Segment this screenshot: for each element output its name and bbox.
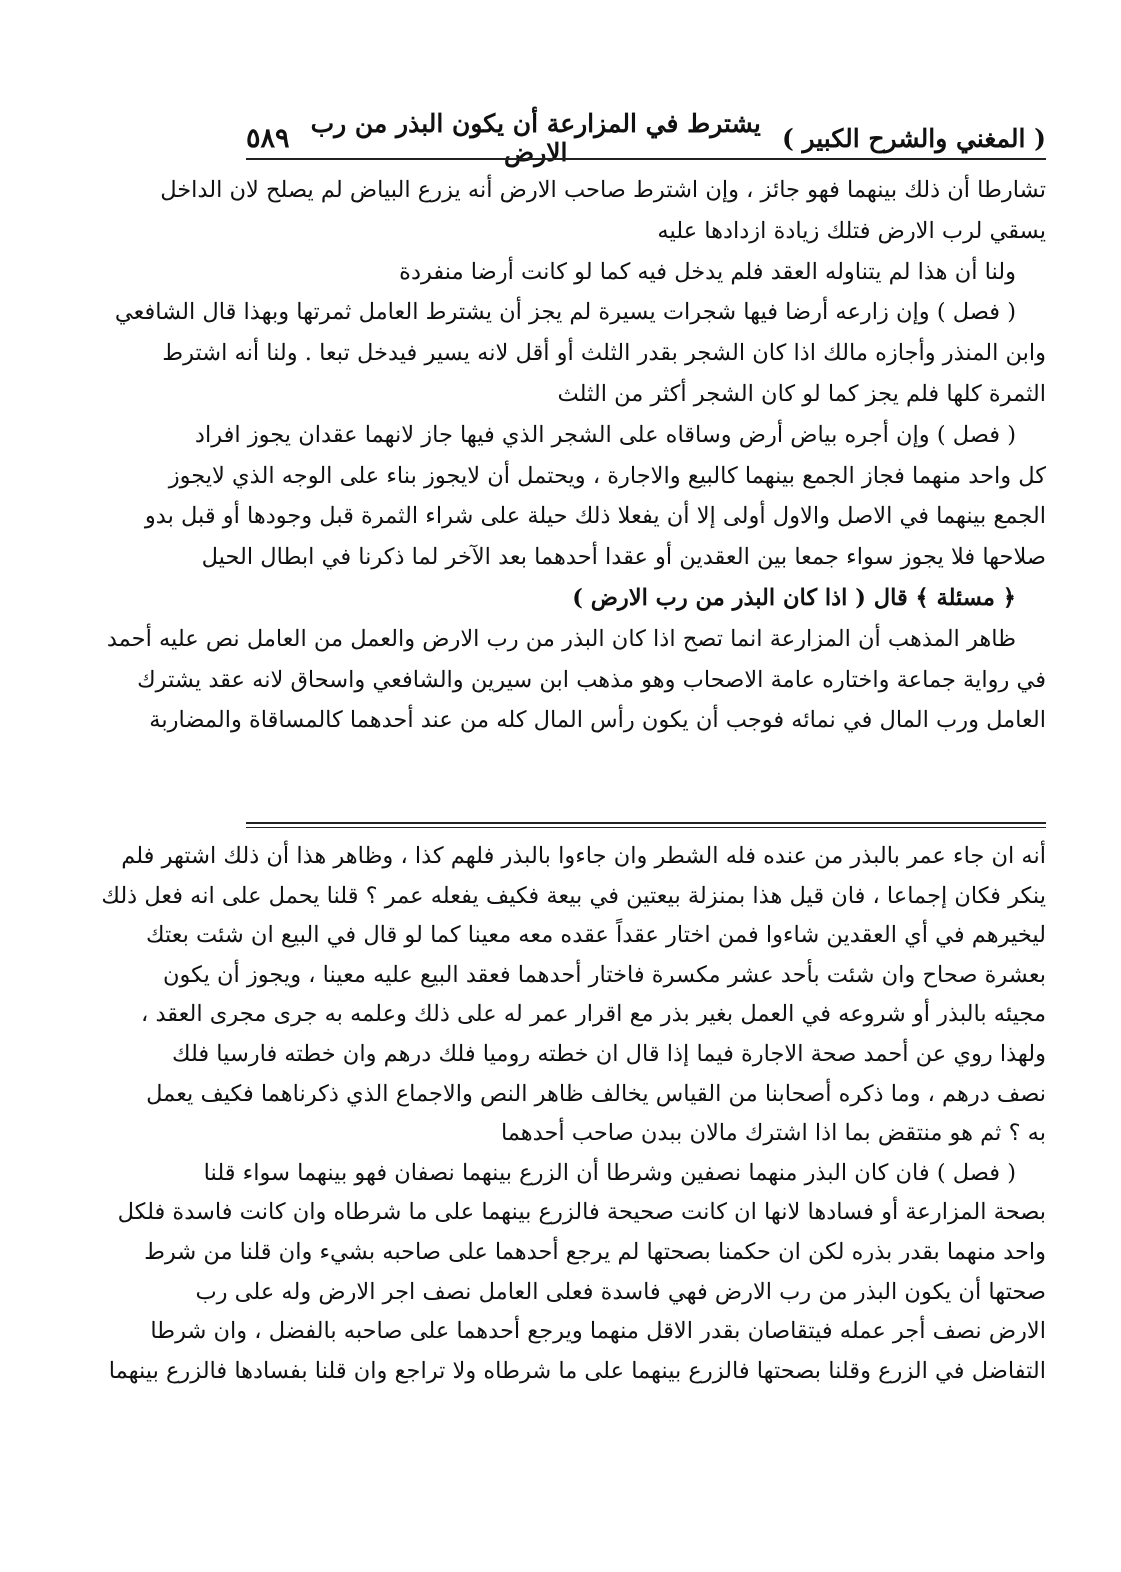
main-line: الثمرة كلها فلم يجز كما لو كان الشجر أكثر من الثلث — [557, 380, 1046, 407]
note-line: أنه ان جاء عمر بالبذر من عنده فله الشطر وان جاءوا بالبذر فلهم كذا ، وظاهر هذا أن ذلك اشتهر فلم — [121, 843, 1046, 869]
main-line: كل واحد منهما فجاز الجمع بينهما كالبيع والاجارة ، ويحتمل أن لايجوز بناء على الوجه الذي لايجوز — [168, 462, 1046, 489]
main-line: ( فصل ) وإن زارعه أرضا فيها شجرات يسيرة لم يجز أن يشترط العامل ثمرتها وبهذا قال الشافعي — [114, 299, 1016, 326]
page-number: ٥٨٩ — [246, 122, 290, 154]
separator-rule — [246, 822, 1046, 824]
note-line: به ؟ ثم هو منتقض بما اذا اشترك مالان ببدن صاحب أحدهما — [500, 1120, 1046, 1147]
book-title: ( المغني والشرح الكبير ) — [781, 123, 1046, 153]
note-line: ولهذا روي عن أحمد صحة الاجارة فيما إذا قال ان خطته روميا فلك درهم وان خطته فارسيا فلك — [171, 1040, 1046, 1067]
main-line: ظاهر المذهب أن المزارعة انما تصح اذا كان البذر من رب الارض والعمل من العامل نص عليه أحمد — [106, 625, 1016, 652]
note-line: ليخيرهم في أي العقدين شاءوا فمن اختار عقداً عقده معه معينا كما لو قال في البيع ان شئت بعتك — [146, 922, 1046, 949]
main-text — [106, 170, 1046, 741]
section-subject: يشترط في المزارعة أن يكون البذر من رب الارض — [310, 109, 761, 167]
header-rule — [246, 158, 1046, 160]
main-line: تشارطا أن ذلك بينهما فهو جائز ، وإن اشترط صاحب الارض أنه يزرع البياض لم يصلح لان الداخل — [160, 177, 1046, 203]
main-line: في رواية جماعة واختاره عامة الاصحاب وهو مذهب ابن سيرين والشافعي واسحاق لانه عقد يشترك — [137, 666, 1046, 693]
note-line: بعشرة صحاح وان شئت بأحد عشر مكسرة فاختار أحدهما فعقد البيع عليه معينا ، ويجوز أن يكون — [163, 961, 1046, 988]
note-line: ينكر فكان إجماعا ، فان قيل هذا بمنزلة بيعتين في بيعة فكيف يفعله عمر ؟ قلنا يحمل على انه فعل ذلك — [101, 882, 1046, 909]
masala-heading: ﴿ مسئلة ﴾ قال ( اذا كان البذر من رب الارض ) — [572, 584, 1016, 611]
note-line: الارض نصف أجر عمله فيتقاصان بقدر الاقل منهما ويرجع أحدهما على صاحبه بالفضل ، وان شرطا — [150, 1318, 1046, 1345]
note-line: التفاضل في الزرع وقلنا بصحتها فالزرع بينهما على ما شرطاه ولا تراجع وان قلنا بفسادها فالزرع بينهما — [108, 1357, 1046, 1384]
separator-rule — [246, 827, 1046, 828]
note-line: واحد منهما بقدر بذره لكن ان حكمنا بصحتها لم يرجع أحدهما على صاحبه بشيء وان قلنا من شرط — [144, 1238, 1046, 1265]
note-line: ( فصل ) فان كان البذر منهما نصفين وشرطا أن الزرع بينهما نصفان فهو بينهما سواء قلنا — [203, 1159, 1016, 1186]
main-line: العامل ورب المال في نمائه فوجب أن يكون رأس المال كله من عند أحدهما كالمساقاة والمضاربة — [149, 707, 1046, 734]
main-line: ( فصل ) وإن أجره بياض أرض وساقاه على الشجر الذي فيها جاز لانهما عقدان يجوز افراد — [194, 421, 1016, 448]
note-line: بصحة المزارعة أو فسادها لانها ان كانت صحيحة فالزرع بينهما على ما شرطاه وان كانت فاسدة فلكل — [117, 1199, 1046, 1226]
commentary-text — [101, 837, 1046, 1391]
running-header — [246, 109, 1046, 167]
main-line: الجمع بينهما في الاصل والاول أولى إلا أن يفعلا ذلك حيلة على شراء الثمرة قبل وجودها أو قبل بدو — [144, 503, 1046, 530]
main-line: وابن المنذر وأجازه مالك اذا كان الشجر بقدر الثلث أو أقل لانه يسير فيدخل تبعا . ولنا أنه اشترط — [162, 340, 1046, 367]
note-line: نصف درهم ، وما ذكره أصحابنا من القياس يخالف ظاهر النص والاجماع الذي ذكرناهما فكيف يعمل — [146, 1080, 1046, 1107]
main-line: يسقي لرب الارض فتلك زيادة ازدادها عليه — [657, 217, 1046, 244]
main-line: ولنا أن هذا لم يتناوله العقد فلم يدخل فيه كما لو كانت أرضا منفردة — [399, 258, 1016, 285]
main-line: صلاحها فلا يجوز سواء جمعا بين العقدين أو عقدا أحدهما بعد الآخر لما ذكرنا في ابطال الحيل — [201, 544, 1046, 571]
note-line: مجيئه بالبذر أو شروعه في العمل بغير بذر مع اقرار عمر له على ذلك وعلمه به جرى مجرى العقد ، — [141, 1001, 1046, 1028]
note-line: صحتها أن يكون البذر من رب الارض فهي فاسدة فعلى العامل نصف اجر الارض وله على رب — [195, 1278, 1046, 1305]
